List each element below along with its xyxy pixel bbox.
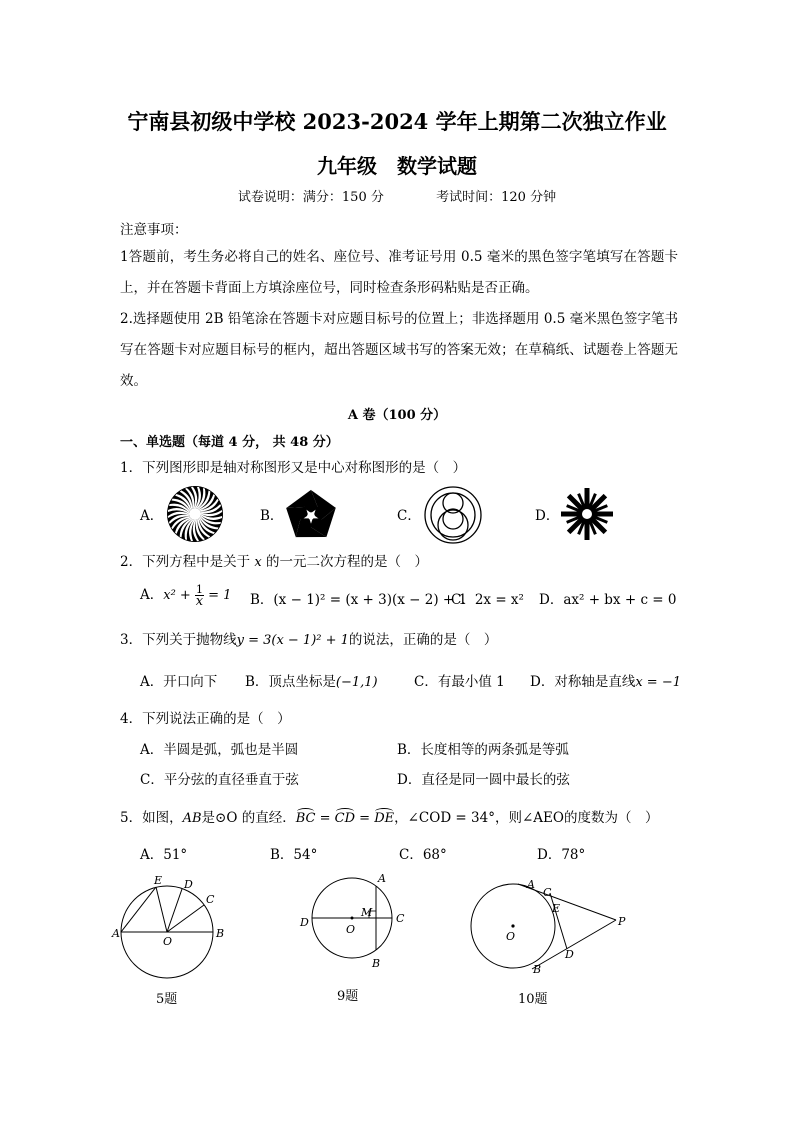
figure-10-caption: 10题: [518, 992, 548, 1007]
question-4-stem: 4．下列说法正确的是（ ）: [120, 711, 291, 727]
score-info: 试卷说明：满分：150 分: [237, 190, 384, 205]
q3-option-d: [530, 670, 681, 690]
q3-parabola-equation: y = 3(x − 1)² + 1: [236, 633, 349, 648]
q5-stem-part1: 5．如图，: [120, 810, 183, 826]
fig10-label-p: P: [618, 915, 626, 928]
fig9-label-m: M: [361, 906, 373, 919]
q4-option-b: B．长度相等的两条弧是等弧: [397, 742, 569, 758]
q2-stem-part2: 的一元二次方程的是（ ）: [261, 554, 429, 570]
fig5-label-e: E: [154, 874, 163, 887]
fig9-label-d: D: [300, 916, 309, 929]
fraction-numerator: 1: [195, 583, 203, 596]
note-item-2: 2.选择题使用 2B 铅笔涂在答题卡对应题目标号的位置上；非选择题用 0.5 毫米黑色签字笔书写在答题卡对应题目标号的框内，超出答题区域书写的答案无效；在草稿纸、试题卷上答题无效。: [120, 311, 678, 389]
fig9-label-a: A: [378, 872, 386, 885]
fig9-label-o: O: [346, 923, 356, 936]
q2-option-a: [140, 583, 231, 607]
figure-5-caption: 5题: [156, 992, 178, 1007]
fig10-label-b: B: [533, 963, 542, 976]
q5-option-b: B．54°: [270, 847, 318, 863]
q1-option-b: B．: [260, 508, 284, 524]
fig10-label-c: C: [543, 886, 552, 899]
asterisk-cross-icon: [559, 486, 615, 542]
q2-option-a-expr: x² +: [163, 588, 195, 603]
notes-heading: 注意事项：: [120, 222, 188, 238]
figure-10-diagram: [466, 872, 636, 982]
q3-stem-part2: 的说法，正确的是（ ）: [348, 632, 498, 648]
note-item-1: 1答题前，考生务必将自己的姓名、座位号、准考证号用 0.5 毫米的黑色签字笔填写在答题卡上，并在答题卡背面上方填涂座位号，同时检查条形码粘贴是否正确。: [120, 249, 678, 296]
q2-stem-part1: 2．下列方程中是关于: [120, 554, 255, 570]
q2-option-b: B．(x − 1)² = (x + 3)(x − 2) + 1: [250, 592, 468, 608]
q2-option-d: D．ax² + bx + c = 0: [539, 592, 677, 608]
q5-diameter-label: AB: [182, 811, 202, 826]
q4-option-a: A．半圆是弧，弧也是半圆: [140, 742, 299, 758]
q1-option-c: C．: [397, 508, 421, 524]
exam-title: 宁南县初级中学校 2023-2024 学年上期第二次独立作业: [127, 109, 667, 134]
question-2-stem: [120, 550, 428, 570]
q5-option-d: D．78°: [537, 847, 586, 863]
q3-option-b: [245, 670, 378, 690]
fig10-label-a: A: [527, 878, 535, 891]
figure-5-diagram: [112, 870, 232, 990]
q5-option-c: C．68°: [399, 847, 447, 863]
q1-option-a: A．: [140, 508, 164, 524]
q2-option-c: C．2x = x²: [451, 592, 524, 608]
fraction-denominator: x: [195, 594, 204, 609]
fig5-label-d: D: [184, 878, 193, 891]
arc-de: DE: [374, 811, 395, 826]
fig5-label-c: C: [206, 893, 215, 906]
q5-option-a: A．51°: [140, 847, 188, 863]
q3-option-d-text: D．对称轴是直线: [530, 674, 636, 690]
fraction: [195, 584, 204, 607]
question-5-stem: [120, 806, 658, 826]
equals-sign: =: [315, 811, 335, 826]
q3-option-c: C．有最小值 1: [414, 674, 505, 690]
arc-bc: BC: [295, 811, 316, 826]
fig10-label-o: O: [506, 930, 516, 943]
fig5-label-b: B: [216, 927, 225, 940]
q3-option-a: A．开口向下: [140, 674, 218, 690]
q2-option-a-rhs: = 1: [203, 588, 232, 603]
pentagon-star-icon: [283, 488, 339, 542]
time-info: 考试时间：120 分钟: [436, 190, 557, 205]
equals-sign: =: [355, 811, 375, 826]
q3-option-d-line: x = −1: [635, 675, 681, 690]
spiral-sunburst-icon: [165, 484, 225, 544]
q4-option-c: C．平分弦的直径垂直于弦: [140, 772, 299, 788]
exam-subtitle: 九年级 数学试题: [317, 154, 477, 178]
paper-section-title: A 卷（100 分）: [347, 408, 447, 423]
fig9-label-b: B: [372, 957, 381, 970]
figure-9-caption: 9题: [337, 989, 359, 1004]
question-1-stem: 1．下列图形即是轴对称图形又是中心对称图形的是（ ）: [120, 460, 467, 476]
question-3-stem: [120, 628, 497, 648]
q3-stem-part1: 3．下列关于抛物线: [120, 632, 237, 648]
q1-option-d: D．: [535, 508, 560, 524]
q5-stem-part3: ，∠COD = 34°，则∠AEO的度数为（ ）: [394, 810, 659, 826]
q5-stem-part2: 是⊙O 的直经．: [201, 810, 296, 826]
fig9-label-c: C: [396, 912, 405, 925]
exam-info: [0, 186, 794, 205]
figure-9-diagram: [296, 868, 416, 978]
q2-option-a-label: A．: [140, 587, 164, 603]
q3-option-b-text: B．顶点坐标是: [245, 674, 336, 690]
nested-circles-icon: [422, 484, 484, 546]
fig5-label-o: O: [163, 935, 173, 948]
arc-cd: CD: [334, 811, 356, 826]
fig10-label-e: E: [552, 902, 561, 915]
fig10-label-d: D: [565, 948, 574, 961]
fig5-label-a: A: [112, 927, 120, 940]
q4-option-d: D．直径是同一圆中最长的弦: [397, 772, 570, 788]
q2-variable: x: [254, 555, 262, 570]
part-heading: 一、单选题（每道 4 分， 共 48 分）: [120, 435, 339, 450]
q3-option-b-point: (−1,1): [335, 675, 378, 690]
